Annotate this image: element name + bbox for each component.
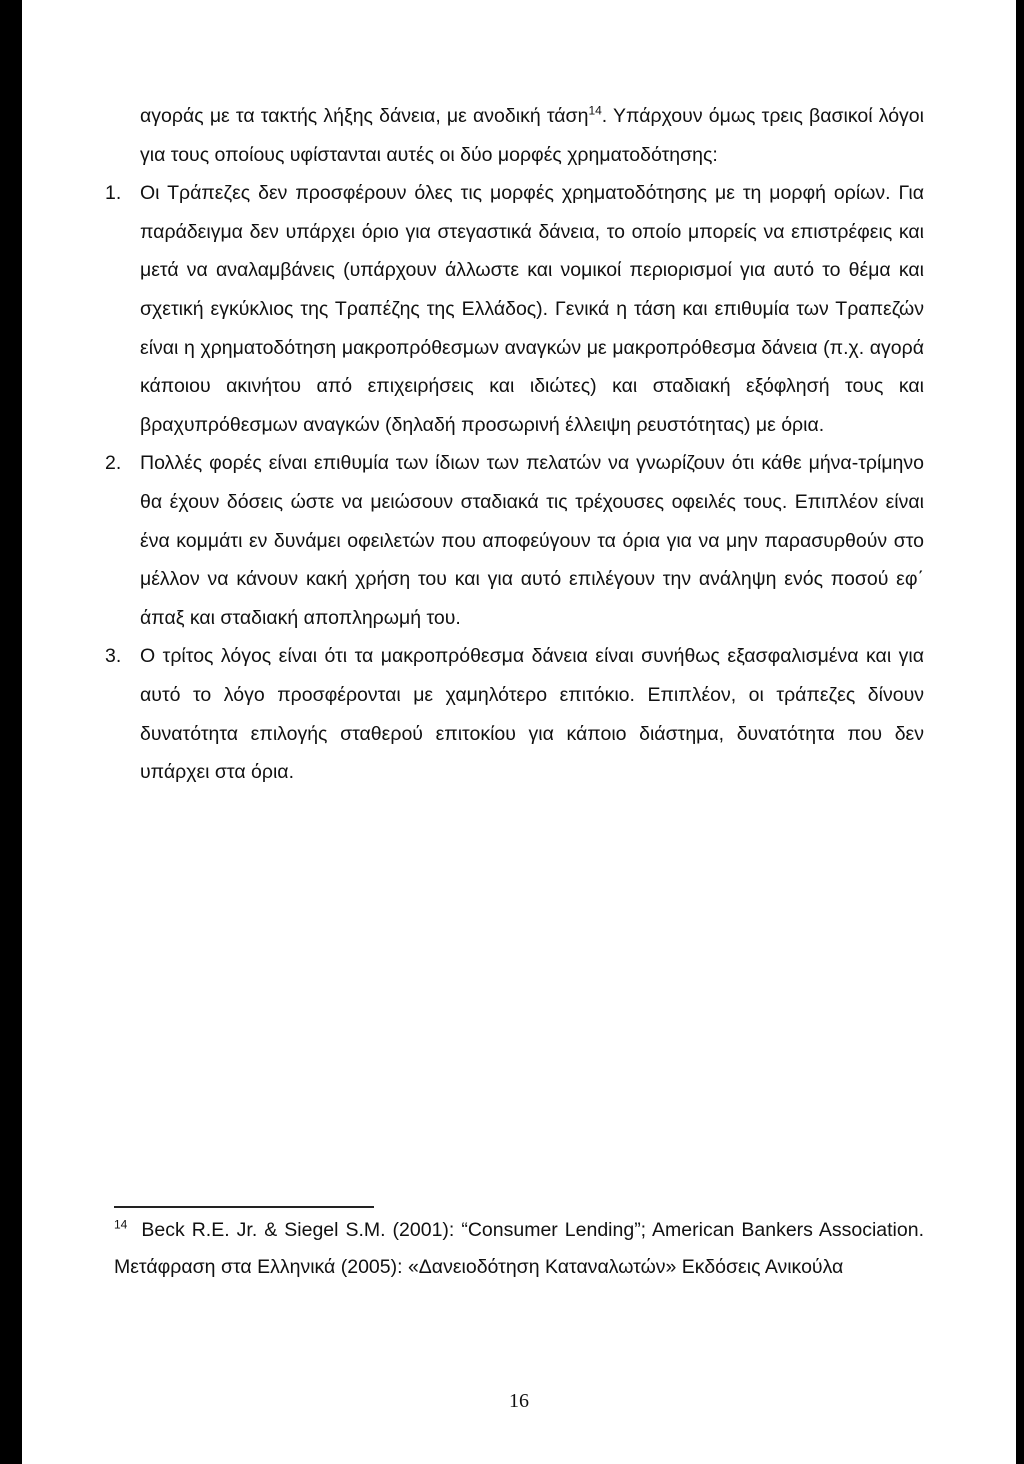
footnote-separator xyxy=(114,1206,374,1208)
reason-text: Οι Τράπεζες δεν προσφέρουν όλες τις μορφές χρηματοδότησης με τη μορφή ορίων. Για παράδειγμα δεν υπάρχει όριο για στεγαστικά δάνεια, το οποίο μπορείς να επιστρέφεις και μετά να αναλαμβάνεις (υπάρχουν άλλωστε και νομικοί περιορισμοί για αυτό το θέμα και σχετική εγκύκλιος της Τραπέζης της Ελλάδος). Γενικά η τάση και επιθυμία των Τραπεζών είναι η χρηματοδότηση μακροπρόθεσμων αναγκών με μακροπρόθεσμα δάνεια (π.χ. αγορά κάποιου ακινήτου από επιχειρήσεις και ιδιώτες) και σταδιακή εξόφλησή τους και βραχυπρόθεσμων αναγκών (δηλαδή προσωρινή έλλειψη ρευστότητας) με όρια. xyxy=(140,182,924,436)
footnote-reference: 14 xyxy=(588,103,602,118)
footnote-14 xyxy=(114,1212,924,1286)
reason-item-1 xyxy=(105,174,924,444)
body-text xyxy=(105,97,924,792)
document-page xyxy=(22,0,1016,1464)
intro-paragraph xyxy=(140,97,924,174)
intro-text-end: . Υπάρχουν όμως τρεις βασικοί λόγοι για τους οποίους υφίστανται αυτές οι δύο μορφές χρηματοδότησης: xyxy=(140,105,924,166)
footnote-text: Beck R.E. Jr. & Siegel S.M. (2001): “Consumer Lending”; American Bankers Association. Μετάφραση στα Ελληνικά (2005): «Δανειοδότηση Καταναλωτών» Εκδόσεις Ανικούλα xyxy=(114,1219,924,1278)
reason-number: 3. xyxy=(105,645,122,668)
reason-item-2 xyxy=(105,444,924,637)
reason-text: Ο τρίτος λόγος είναι ότι τα μακροπρόθεσμα δάνεια είναι συνήθως εξασφαλισμένα και για αυτό το λόγο προσφέρονται με χαμηλότερο επιτόκιο. Επιπλέον, οι τράπεζες δίνουν δυνατότητα επιλογής σταθερού επιτοκίου για κάποιο διάστημα, δυνατότητα που δεν υπάρχει στα όρια. xyxy=(140,645,924,784)
reason-item-3 xyxy=(105,637,924,791)
reason-number: 2. xyxy=(105,452,122,475)
reason-text: Πολλές φορές είναι επιθυμία των ίδιων των πελατών να γνωρίζουν ότι κάθε μήνα-τρίμηνο θα έχουν δόσεις ώστε να μειώσουν σταδιακά τις τρέχουσες οφειλές τους. Επιπλέον είναι ένα κομμάτι εν δυνάμει οφειλετών που αποφεύγουν τα όρια για να μην παρασυρθούν στο μέλλον να κάνουν κακή χρήση του και για αυτό επιλέγουν την ανάληψη ενός ποσού εφ΄ άπαξ και σταδιακή αποπληρωμή του. xyxy=(140,452,924,629)
intro-text-start: αγοράς με τα τακτής λήξης δάνεια, με ανοδική τάση xyxy=(140,105,589,127)
footnote-marker: 14 xyxy=(114,1217,128,1232)
page-number: 16 xyxy=(509,1390,529,1412)
reason-number: 1. xyxy=(105,182,122,205)
footnotes xyxy=(114,1212,924,1286)
